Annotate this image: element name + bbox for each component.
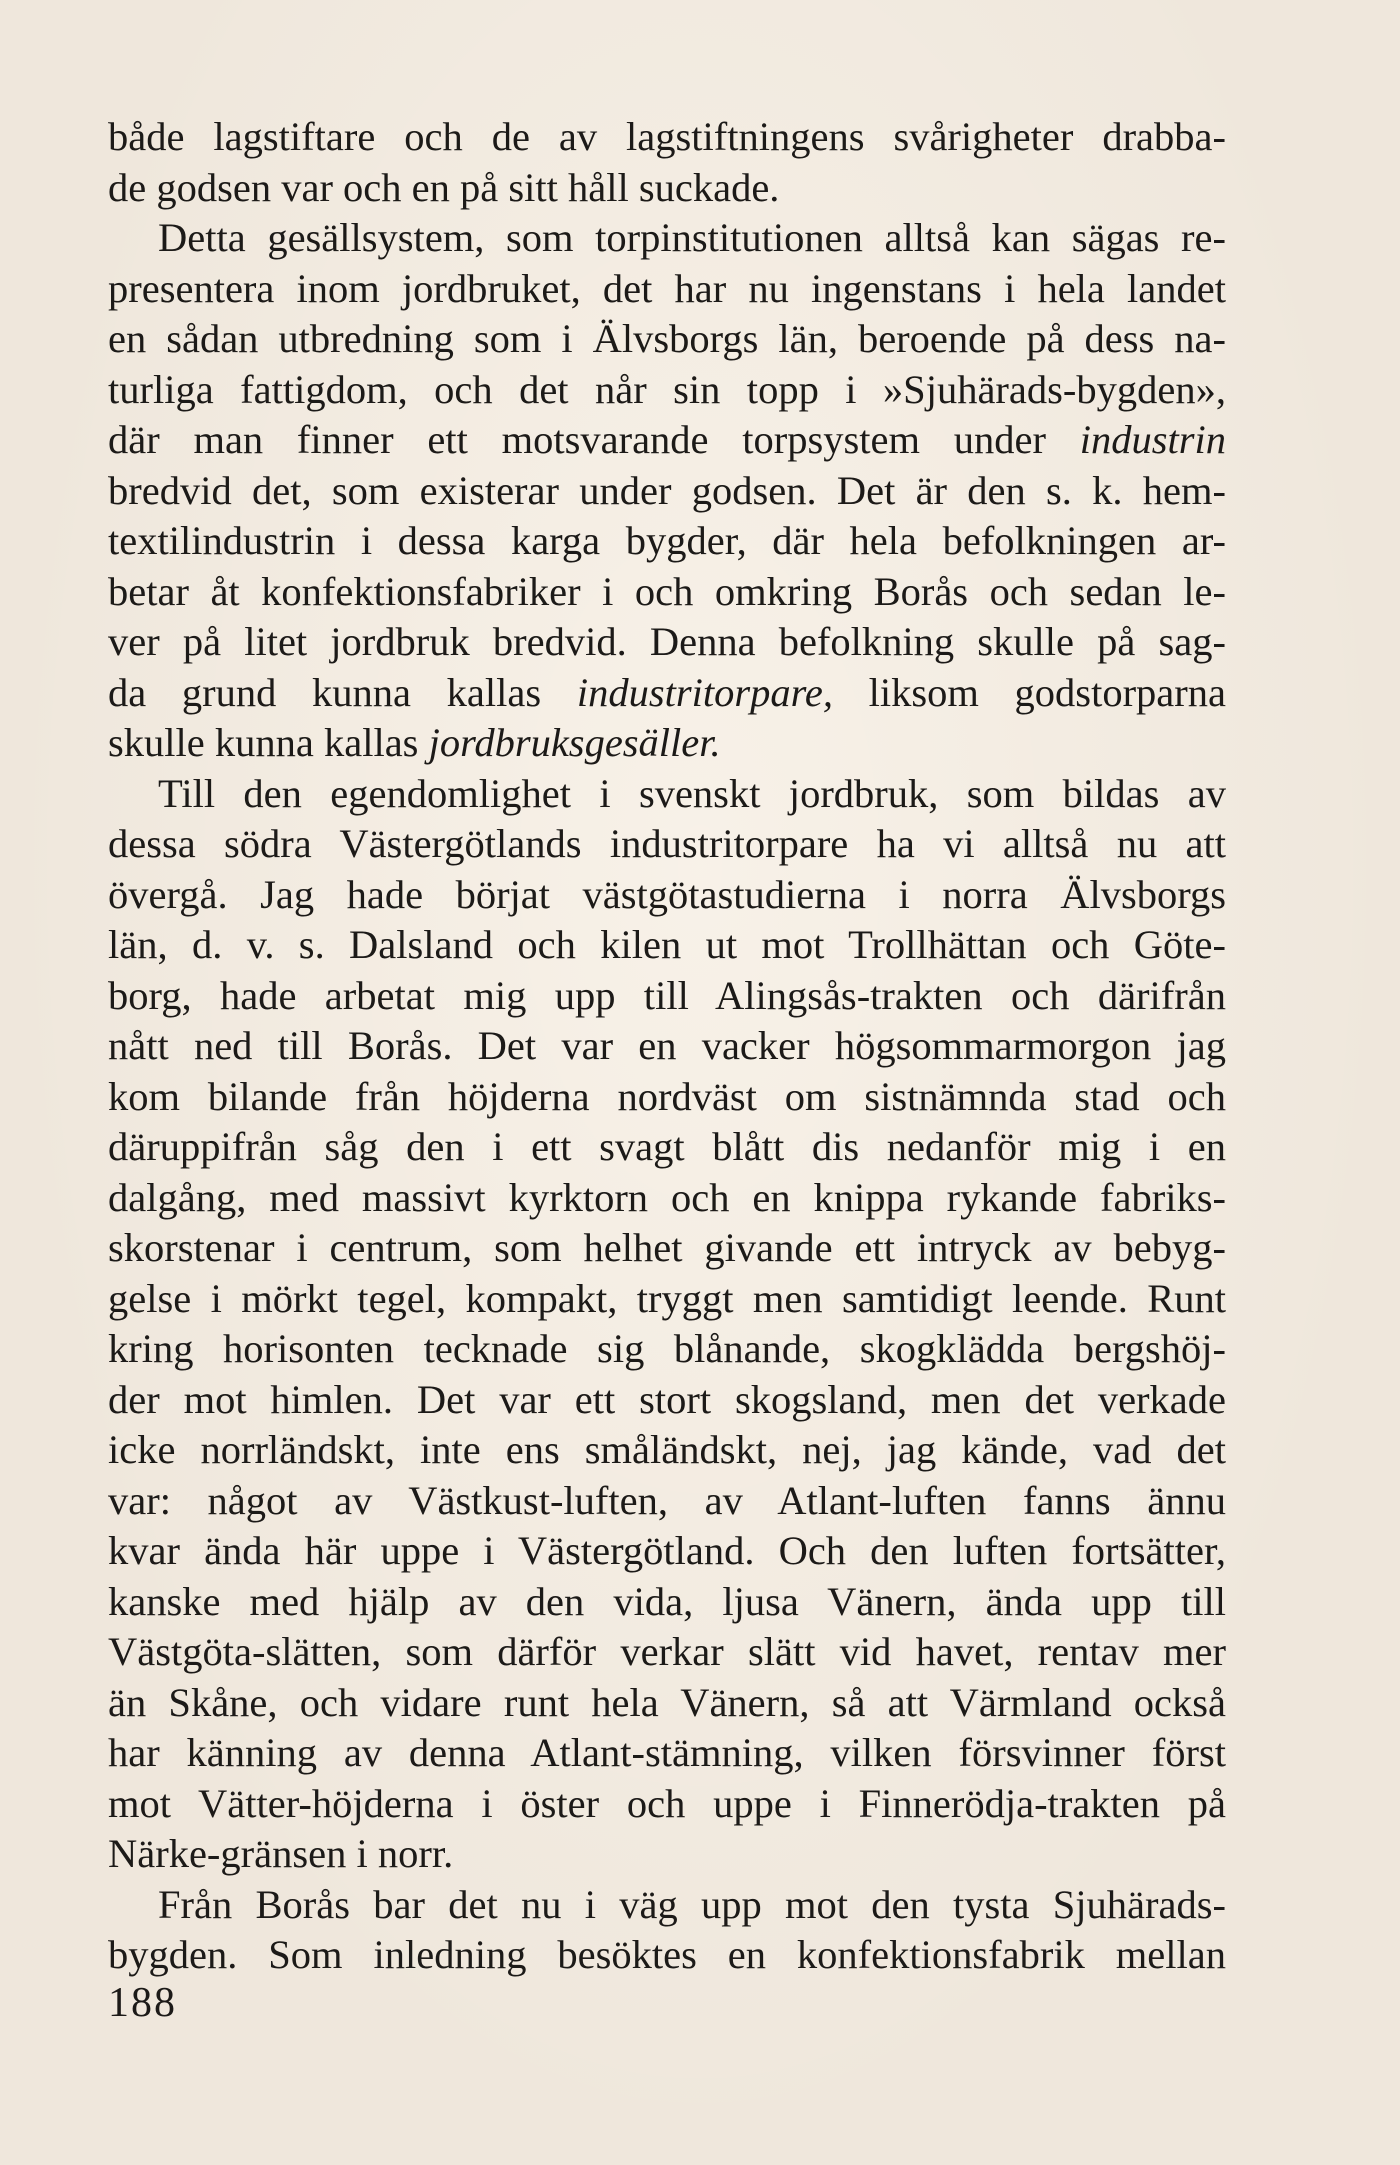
text-run: Till den egendomlighet i svenskt jordbruk, som bildas av <box>158 770 1226 816</box>
text-run: turliga fattigdom, och det når sin topp i »Sjuhärads-bygden», <box>108 366 1226 412</box>
text-run: skulle kunna kallas <box>108 720 429 765</box>
text-line <box>108 567 1226 618</box>
text-run: borg, hade arbetat mig upp till Alingsås-trakten och därifrån <box>108 972 1226 1018</box>
text-run: däruppifrån såg den i ett svagt blått dis nedanför mig i en <box>108 1124 1226 1169</box>
text-line <box>108 1173 1226 1224</box>
text-run: bygden. Som inledning besöktes en konfektionsfabrik mellan <box>108 1932 1226 1977</box>
text-run: där man finner ett motsvarande torpsystem under <box>108 417 1080 462</box>
text-line <box>108 314 1226 365</box>
text-run: presentera inom jordbruket, det har nu ingenstans i hela landet <box>108 265 1226 311</box>
text-line <box>108 1425 1226 1476</box>
text-line <box>108 769 1226 820</box>
page-number: 188 <box>108 1980 177 2026</box>
text-line <box>108 1274 1226 1325</box>
text-run: både lagstiftare och de av lagstiftningens svårigheter drabba- <box>108 114 1226 159</box>
text-line <box>108 617 1226 668</box>
text-line <box>108 668 1226 719</box>
text-line <box>108 920 1226 971</box>
text-run: betar åt konfektionsfabriker i och omkring Borås och sedan le- <box>108 568 1226 614</box>
text-line <box>108 112 1226 163</box>
text-run: en sådan utbredning som i Älvsborgs län, beroende på dess na- <box>108 316 1226 361</box>
text-run: mot Vätter-höjderna i öster och uppe i Finnerödja-trakten på <box>108 1780 1226 1826</box>
text-run: kom bilande från höjderna nordväst om sistnämnda stad och <box>108 1073 1226 1119</box>
italic-text: jordbruksgesäller. <box>428 720 721 765</box>
text-run: nått ned till Borås. Det var en vacker högsommarmorgon jag <box>108 1023 1226 1068</box>
text-line <box>108 718 1226 769</box>
text-run: textilindustrin i dessa karga bygder, där hela befolkningen ar- <box>108 518 1226 563</box>
text-line <box>108 1728 1226 1779</box>
text-run: Från Borås bar det nu i väg upp mot den tysta Sjuhärads- <box>158 1881 1226 1927</box>
text-run: än Skåne, och vidare runt hela Vänern, så att Värmland också <box>108 1679 1226 1725</box>
text-run: da grund kunna kallas <box>108 669 577 715</box>
text-line <box>108 1021 1226 1072</box>
text-line <box>108 1779 1226 1830</box>
text-line <box>108 1324 1226 1375</box>
text-run: ver på litet jordbruk bredvid. Denna befolkning skulle på sag- <box>108 619 1226 664</box>
text-run: kring horisonten tecknade sig blånande, skogklädda bergshöj- <box>108 1326 1226 1371</box>
text-run: övergå. Jag hade börjat västgötastudierna i norra Älvsborgs <box>108 871 1226 917</box>
text-run: Närke-gränsen i norr. <box>108 1831 454 1876</box>
text-line <box>108 365 1226 416</box>
text-line <box>108 415 1226 466</box>
text-line <box>108 870 1226 921</box>
text-line <box>108 1476 1226 1527</box>
text-run: kanske med hjälp av den vida, ljusa Vänern, ända upp till <box>108 1578 1226 1624</box>
text-line <box>108 1627 1226 1678</box>
text-line <box>108 264 1226 315</box>
text-line <box>108 819 1226 870</box>
text-run: var: något av Västkust-luften, av Atlant-luften fanns ännu <box>108 1477 1226 1523</box>
text-line <box>108 1678 1226 1729</box>
text-line <box>108 213 1226 264</box>
body-text <box>108 112 1226 1981</box>
text-line <box>108 1880 1226 1931</box>
text-line <box>108 1223 1226 1274</box>
italic-text: industrin <box>1079 417 1226 462</box>
italic-text: industritorpare, <box>576 669 833 715</box>
text-run: de godsen var och en på sitt håll suckade. <box>108 164 780 210</box>
text-line <box>108 1526 1226 1577</box>
text-line <box>108 1122 1226 1173</box>
text-run: icke norrländskt, inte ens småländskt, nej, jag kände, vad det <box>108 1427 1226 1472</box>
text-line <box>108 1930 1226 1981</box>
text-line <box>108 516 1226 567</box>
text-run: län, d. v. s. Dalsland och kilen ut mot Trollhättan och Göte- <box>108 922 1226 967</box>
text-run: Västgöta-slätten, som därför verkar slätt vid havet, rentav mer <box>108 1629 1226 1674</box>
text-run: Detta gesällsystem, som torpinstitutionen alltså kan sägas re- <box>158 215 1226 260</box>
text-run: gelse i mörkt tegel, kompakt, tryggt men samtidigt leende. Runt <box>108 1275 1226 1321</box>
text-line <box>108 1577 1226 1628</box>
text-run: skorstenar i centrum, som helhet givande ett intryck av bebyg- <box>108 1225 1226 1270</box>
text-line <box>108 466 1226 517</box>
text-run: kvar ända här uppe i Västergötland. Och den luften fortsätter, <box>108 1528 1226 1573</box>
text-run: har känning av denna Atlant-stämning, vilken försvinner först <box>108 1730 1226 1775</box>
text-run: dessa södra Västergötlands industritorpare ha vi alltså nu att <box>108 821 1226 866</box>
text-run: bredvid det, som existerar under godsen. Det är den s. k. hem- <box>108 467 1226 513</box>
text-run: der mot himlen. Det var ett stort skogsland, men det verkade <box>108 1376 1226 1422</box>
text-line <box>108 1375 1226 1426</box>
text-line <box>108 1072 1226 1123</box>
text-run: dalgång, med massivt kyrktorn och en knippa rykande fabriks- <box>108 1174 1226 1220</box>
text-line <box>108 971 1226 1022</box>
text-run: liksom godstorparna <box>832 669 1226 715</box>
text-line <box>108 163 1226 214</box>
text-line <box>108 1829 1226 1880</box>
